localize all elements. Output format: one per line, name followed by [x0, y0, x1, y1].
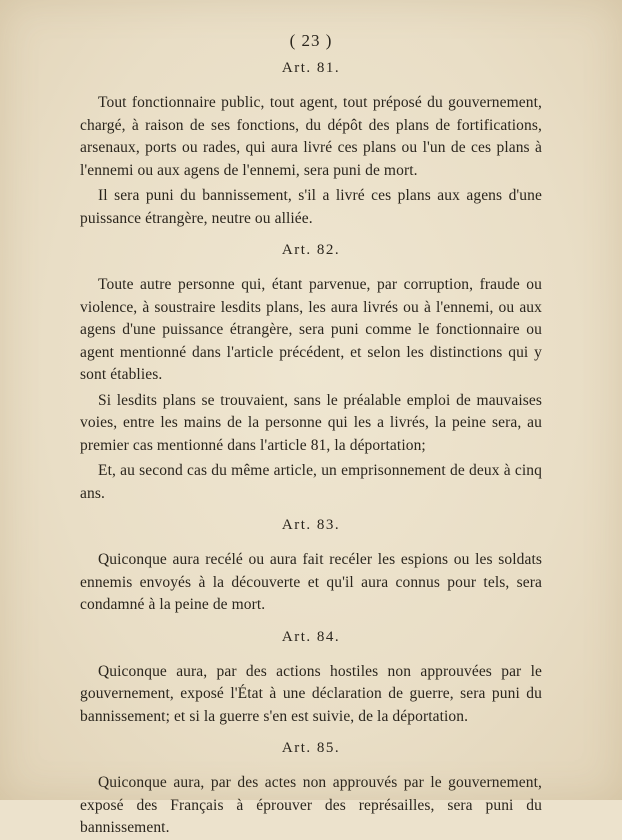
article-paragraph: Quiconque aura, par des actions hostiles non approuvées par le gouvernement, exposé l'État à une déclaration de guerre, sera puni du bannissement; et si la guerre s'en est suivie, de la déportation.: [80, 662, 542, 725]
article-paragraph: Toute autre personne qui, étant parvenue, par corruption, fraude ou violence, à soustraire lesdits plans, les aura livrés ou à l'ennemi, ou aux agens d'une puissance étrangère, sera puni comme le fonctionnaire ou agent mentionné dans l'article précédent, et selon les distinctions qui y sont établies.: [80, 276, 542, 383]
article-paragraph: Tout fonctionnaire public, tout agent, tout préposé du gouvernement, chargé, à raison de ses fonctions, du dépôt des plans de fortifications, arsenaux, ports ou rades, qui aura livré ces plans ou l'un de ces plans à l'ennemi ou aux agens de l'ennemi, sera puni de mort.: [80, 94, 542, 179]
article-paragraph: Quiconque aura recélé ou aura fait recéler les espions ou les soldats ennemis envoyés à la découverte et qu'il aura connus pour tels, sera condamné à la peine de mort.: [80, 551, 542, 613]
article-paragraph: Et, au second cas du même article, un emprisonnement de deux à cinq ans.: [80, 462, 542, 502]
article-84: [80, 627, 542, 729]
page-content: [80, 30, 542, 840]
article-paragraph: Il sera puni du bannissement, s'il a livré ces plans aux agens d'une puissance étrangère, neutre ou alliée.: [80, 187, 542, 227]
article-82: [80, 240, 542, 505]
article-heading: Art. 84.: [281, 628, 341, 645]
article-heading: Art. 85.: [281, 740, 341, 756]
article-paragraph: Quiconque aura, par des actes non approuvés par le gouvernement, exposé des Français à éprouver des représailles, sera puni du bannissement.: [80, 774, 542, 836]
article-heading: Art. 82.: [281, 242, 341, 258]
page-number: ( 23 ): [289, 31, 333, 50]
article-heading: Art. 83.: [281, 517, 341, 533]
article-83: [80, 515, 542, 617]
article-81: [80, 58, 542, 230]
article-85: [80, 738, 542, 840]
article-heading: Art. 81.: [281, 60, 341, 76]
article-paragraph: Si lesdits plans se trouvaient, sans le préalable emploi de mauvaises voies, entre les mains de la personne qui les a livrés, la peine sera, au premier cas mentionné dans l'article 81, la déportation;: [80, 391, 542, 454]
